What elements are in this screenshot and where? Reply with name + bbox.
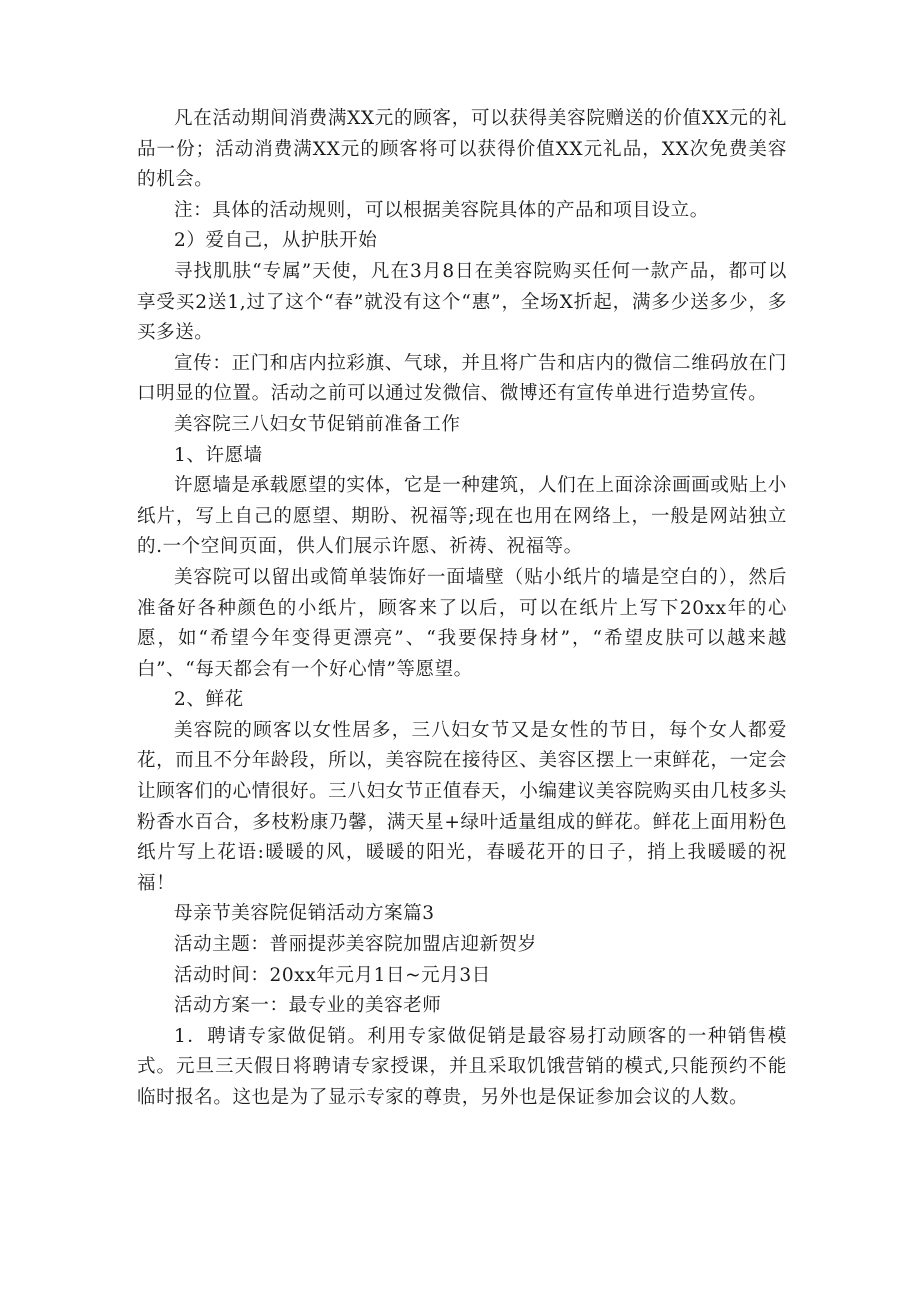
paragraph-gift-rules: 凡在活动期间消费满XX元的顾客，可以获得美容院赠送的价值XX元的礼品一份；活动消费满XX元的顾客将可以获得价值XX元礼品，XX次免费美容的机会。 <box>137 108 787 191</box>
paragraph-expert-promotion: 1．聘请专家做促销。利用专家做促销是最容易打动顾客的一种销售模式。元旦三天假日将聘请专家授课，并且采取饥饿营销的模式,只能预约不能临时报名。这也是为了显示专家的尊贵，另外也是保证参加会议的人数。 <box>137 1025 787 1108</box>
heading-plan-3: 母亲节美容院促销活动方案篇3 <box>174 903 435 925</box>
activity-theme: 活动主题：普丽提莎美容院加盟店迎新贺岁 <box>174 934 537 956</box>
paragraph-flowers: 美容院的顾客以女性居多，三八妇女节又是女性的节日，每个女人都爱花，而且不分年龄段，所以，美容院在接待区、美容区摆上一束鲜花，一定会让顾客们的心情很好。三八妇女节正值春天，小编建议美容院购买由几枝多头粉香水百合，多枝粉康乃馨，满天星+绿叶适量组成的鲜花。鲜花上面用粉色纸片写上花语:暖暖的风，暖暖的阳光，春暖花开的日子，捎上我暖暖的祝福！ <box>137 719 787 894</box>
document-body <box>137 104 787 1114</box>
heading-love-yourself: 2）爱自己，从护肤开始 <box>174 230 378 252</box>
paragraph-promotion: 宣传：正门和店内拉彩旗、气球，并且将广告和店内的微信二维码放在门口明显的位置。活动之前可以通过发微信、微博还有宣传单进行造势宣传。 <box>137 352 787 405</box>
heading-preparation: 美容院三八妇女节促销前准备工作 <box>174 413 461 435</box>
activity-time: 活动时间：20xx年元月1日~元月3日 <box>174 964 491 986</box>
paragraph-exclusive-angel: 寻找肌肤“专属”天使，凡在3月8日在美容院购买任何一款产品，都可以享受买2送1,过了这个“春”就没有这个“惠”，全场X折起，满多少送多少，多买多送。 <box>137 260 787 344</box>
heading-wish-wall: 1、许愿墙 <box>174 444 263 466</box>
heading-plan-one: 活动方案一：最专业的美容老师 <box>174 995 442 1017</box>
paragraph-note: 注：具体的活动规则，可以根据美容院具体的产品和项目设立。 <box>174 199 709 221</box>
paragraph-wish-wall-usage: 美容院可以留出或简单装饰好一面墙壁（贴小纸片的墙是空白的），然后准备好各种颜色的小纸片，顾客来了以后，可以在纸片上写下20xx年的心愿，如“希望今年变得更漂亮”、“我要保持身材”，“希望皮肤可以越来越白”、“每天都会有一个好心情”等愿望。 <box>137 566 787 680</box>
heading-flowers: 2、鲜花 <box>174 689 244 711</box>
paragraph-wish-wall-definition: 许愿墙是承载愿望的实体，它是一种建筑，人们在上面涂涂画画或贴上小纸片，写上自己的愿望、期盼、祝福等;现在也用在网络上，一般是网站独立的.一个空间页面，供人们展示许愿、祈祷、祝福等。 <box>137 475 787 558</box>
